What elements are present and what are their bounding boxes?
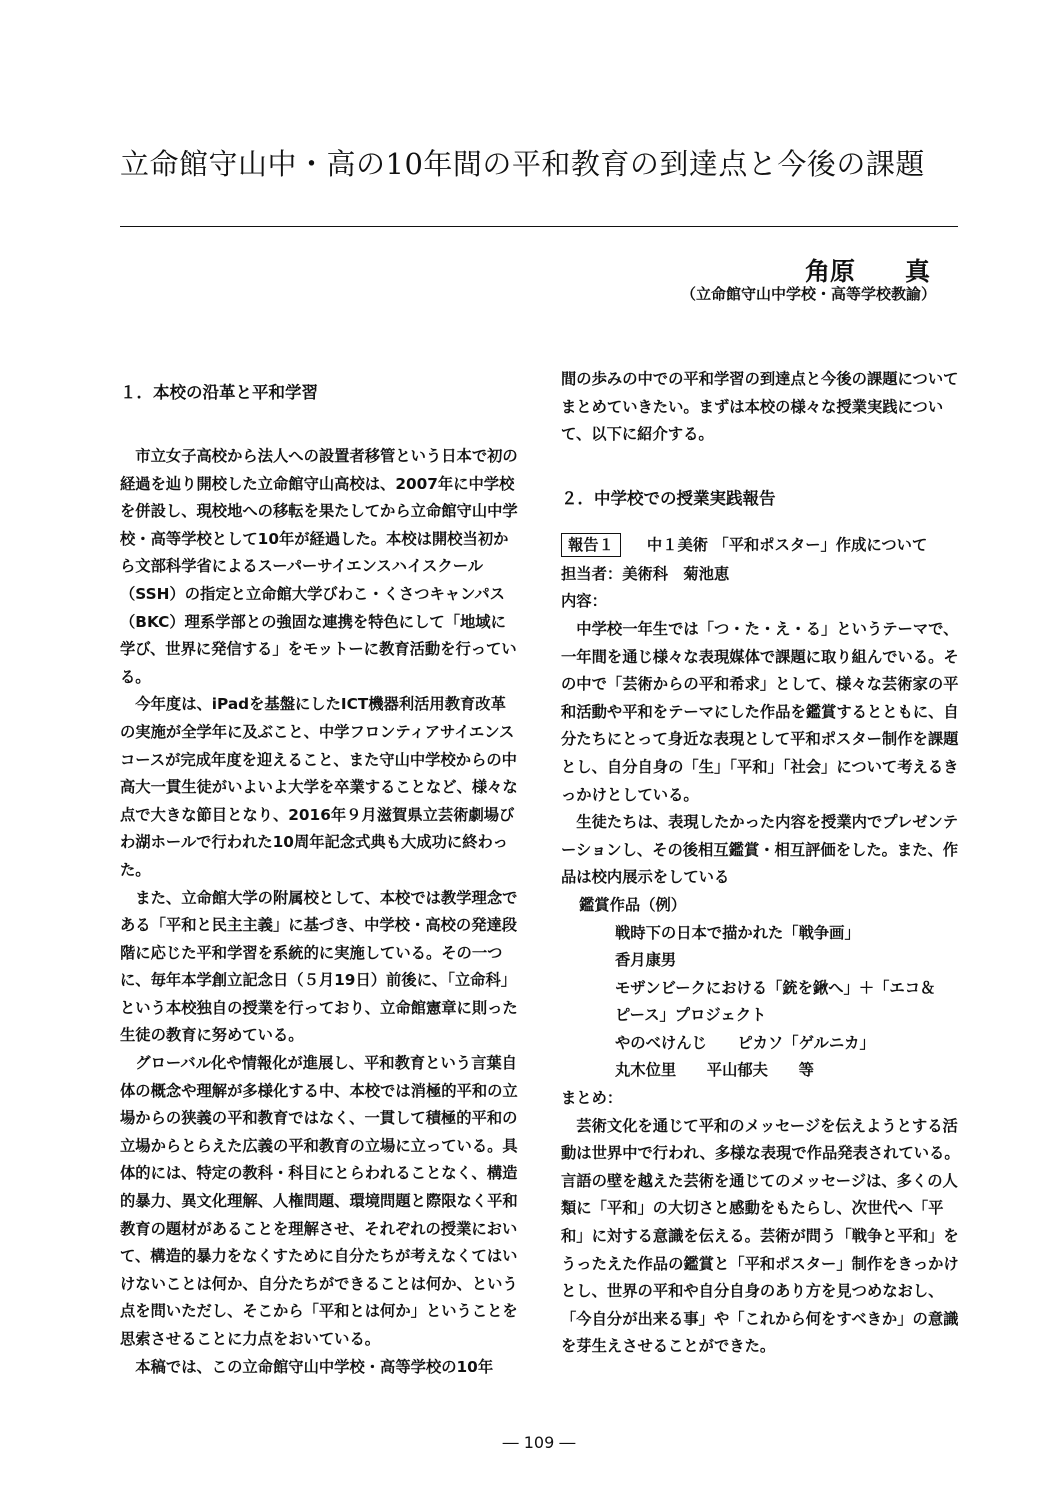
section-1-paragraph: 市立女子高校から法人への設置者移管という日本で初の経過を辿り開校した立命館守山高校は、2007年に中学校を併設し、現校地への移転を果たしてから立命館守山中学校・高等学校として10年が経過した。本校は開校当初から文部科学省によるスーパーサイエンスハイスクール（SSH）の指定と立命館大学びわこ・くさつキャンパス（BKC）理系学部との強固な連携を特色にして「地域に学び、世界に発信する」をモットーに教育活動を行っている。 [120, 447, 518, 686]
left-column [120, 377, 518, 1381]
content-label: 内容： [561, 592, 607, 611]
section-1-paragraph: 本稿では、この立命館守山中学校・高等学校の10年 [120, 1357, 494, 1376]
work-item: 丸木位里 平山郁夫 等 [615, 1061, 814, 1080]
report-title: 中１美術 「平和ポスター」作成について [646, 535, 928, 554]
report-header [561, 531, 961, 561]
content-paragraph: 生徒たちは、表現したかった内容を授業内でプレゼンテーションし、その後相互鑑賞・相互評価をした。また、作品は校内展示をしている [561, 813, 959, 887]
work-item: モザンビークにおける「銃を鍬へ」＋「エコ＆ [615, 978, 936, 997]
summary-label: まとめ： [561, 1089, 623, 1108]
title-rule [120, 226, 958, 227]
content-paragraph: 中学校一年生では「つ・た・え・る」というテーマで、一年間を通じ様々な表現媒体で課題に取り組んでいる。その中で「芸術からの平和希求」として、様々な芸術家の平和活動や平和をテーマにした作品を鑑賞するとともに、自分たちにとって身近な表現として平和ポスター制作を課題とし、自分自身の「生」「平和」「社会」について考えるきっかけとしている。 [561, 619, 959, 804]
right-column [561, 366, 961, 1361]
person-in-charge: 担当者：美術科 菊池恵 [561, 564, 730, 583]
summary-paragraph: 芸術文化を通じて平和のメッセージを伝えようとする活動は世界中で行われ、多様な表現で作品発表されている。言語の壁を越えた芸術を通じてのメッセージは、多くの人類に「平和」の大切さと感動をもたらし、次世代へ「平和」に対する意識を伝える。芸術が問う「戦争と平和」をうったえた作品の鑑賞と「平和ポスター」制作をきっかけとし、世界の平和や自分自身のあり方を見つめなおし、「今自分が出来る事」や「これから何をすべきか」の意識を芽生えさせることができた。 [561, 1116, 960, 1356]
article-title: 立命館守山中・高の10年間の平和教育の到達点と今後の課題 [120, 147, 925, 181]
work-item: ピース」プロジェクト [615, 1006, 767, 1025]
page-number: ― 109 ― [502, 1433, 576, 1452]
report-tag: 報告１ [561, 533, 621, 557]
section-1-heading: １．本校の沿革と平和学習 [120, 383, 318, 402]
work-item: 香月康男 [615, 951, 677, 970]
author-affiliation: （立命館守山中学校・高等学校教諭） [680, 285, 936, 303]
author-name: 角原 真 [804, 257, 930, 286]
section-1-paragraph: グローバル化や情報化が進展し、平和教育という言葉自体の概念や理解が多様化する中、本校では消極的平和の立場からの狭義の平和教育ではなく、一貫して積極的平和の立場からとらえた広義の平和教育の立場に立っている。具体的には、特定の教科・科目にとらわれることなく、構造的暴力、異文化理解、人権問題、環境問題と際限なく平和教育の題材があることを理解させ、それぞれの授業において、構造的暴力をなくすために自分たちが考えなくてはいけないことは何か、自分たちができることは何か、という点を問いただし、そこから「平和とは何か」ということを思索させることに力点をおいている。 [120, 1054, 518, 1348]
section-2-heading: ２．中学校での授業実践報告 [561, 488, 776, 508]
continuation-paragraph: 間の歩みの中での平和学習の到達点と今後の課題についてまとめていきたい。まずは本校の様々な授業実践について、以下に紹介する。 [561, 370, 959, 444]
work-item: やのべけんじ ピカソ「ゲルニカ」 [615, 1033, 875, 1052]
section-1-paragraph: 今年度は、iPadを基盤にしたICT機器利活用教育改革の実施が全学年に及ぶこと、中学フロンティアサイエンスコースが完成年度を迎えること、また守山中学校からの中高大一貫生徒がいよいよ大学を卒業することなど、様々な点で大きな節目となり、2016年９月滋賀県立芸術劇場びわ湖ホールで行われた10周年記念式典も大成功に終わった。 [120, 695, 518, 879]
works-label: 鑑賞作品（例） [579, 895, 687, 914]
work-item: 戦時下の日本で描かれた「戦争画」 [615, 923, 860, 942]
section-1-paragraph: また、立命館大学の附属校として、本校では教学理念である「平和と民主主義」に基づき、中学校・高校の発達段階に応じた平和学習を系統的に実施している。その一つに、毎年本学創立記念日（５月19日）前後に、「立命科」という本校独自の授業を行っており、立命館憲章に則った生徒の教育に努めている。 [120, 888, 518, 1045]
